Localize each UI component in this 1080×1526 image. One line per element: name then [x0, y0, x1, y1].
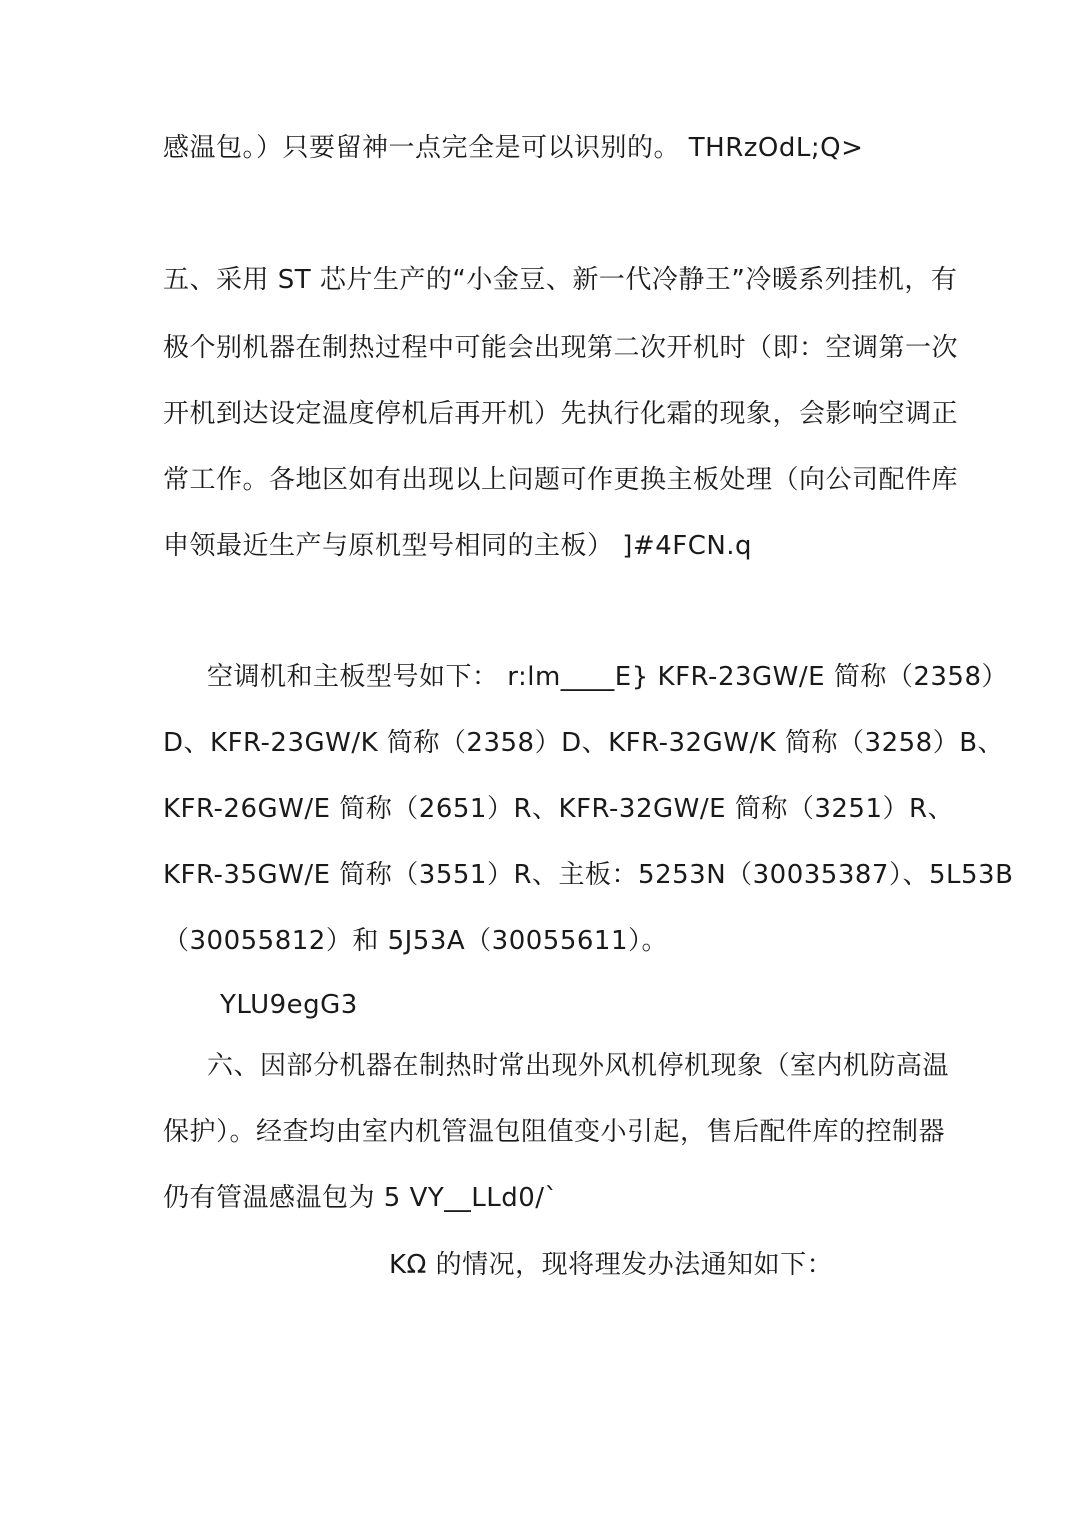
text-line: 感温包。）只要留神一点完全是可以识别的。 THRzOdL;Q>	[163, 133, 864, 163]
paragraph-5-line: 常工作。各地区如有出现以上问题可作更换主板处理（向公司配件库	[163, 465, 959, 495]
paragraph-5-line: 开机到达设定温度停机后再开机）先执行化霜的现象，会影响空调正	[163, 399, 959, 429]
model-list-line: 空调机和主板型号如下： r:lm____E} KFR-23GW/E 简称（2358）	[207, 662, 1009, 692]
model-list-line: KFR-26GW/E 简称（2651）R、KFR-32GW/E 简称（3251）R、	[163, 794, 955, 824]
model-list-line: KFR-35GW/E 简称（3551）R、主板：5253N（30035387）、5L53B	[163, 860, 1014, 890]
paragraph-6-line: KΩ 的情况，现将理发办法通知如下：	[389, 1250, 834, 1280]
paragraph-5-line: 极个别机器在制热过程中可能会出现第二次开机时（即：空调第一次	[163, 333, 959, 363]
model-list-line: D、KFR-23GW/K 简称（2358）D、KFR-32GW/K 简称（3258）B、	[163, 728, 1005, 758]
model-list-line: （30055812）和 5J53A（30055611）。	[163, 926, 669, 956]
paragraph-6-line: 保护）。经查均由室内机管温包阻值变小引起，售后配件库的控制器	[163, 1117, 946, 1147]
text-line: YLU9egG3	[220, 990, 358, 1020]
paragraph-5-line: 五、采用 ST 芯片生产的“小金豆、新一代冷静王”冷暖系列挂机，有	[163, 265, 958, 295]
paragraph-6-line: 仍有管温感温包为 5 VY__LLd0/`	[163, 1183, 559, 1213]
paragraph-6-line: 六、因部分机器在制热时常出现外风机停机现象（室内机防高温	[207, 1051, 950, 1081]
paragraph-5-line: 申领最近生产与原机型号相同的主板） ]#4FCN.q	[163, 531, 753, 561]
